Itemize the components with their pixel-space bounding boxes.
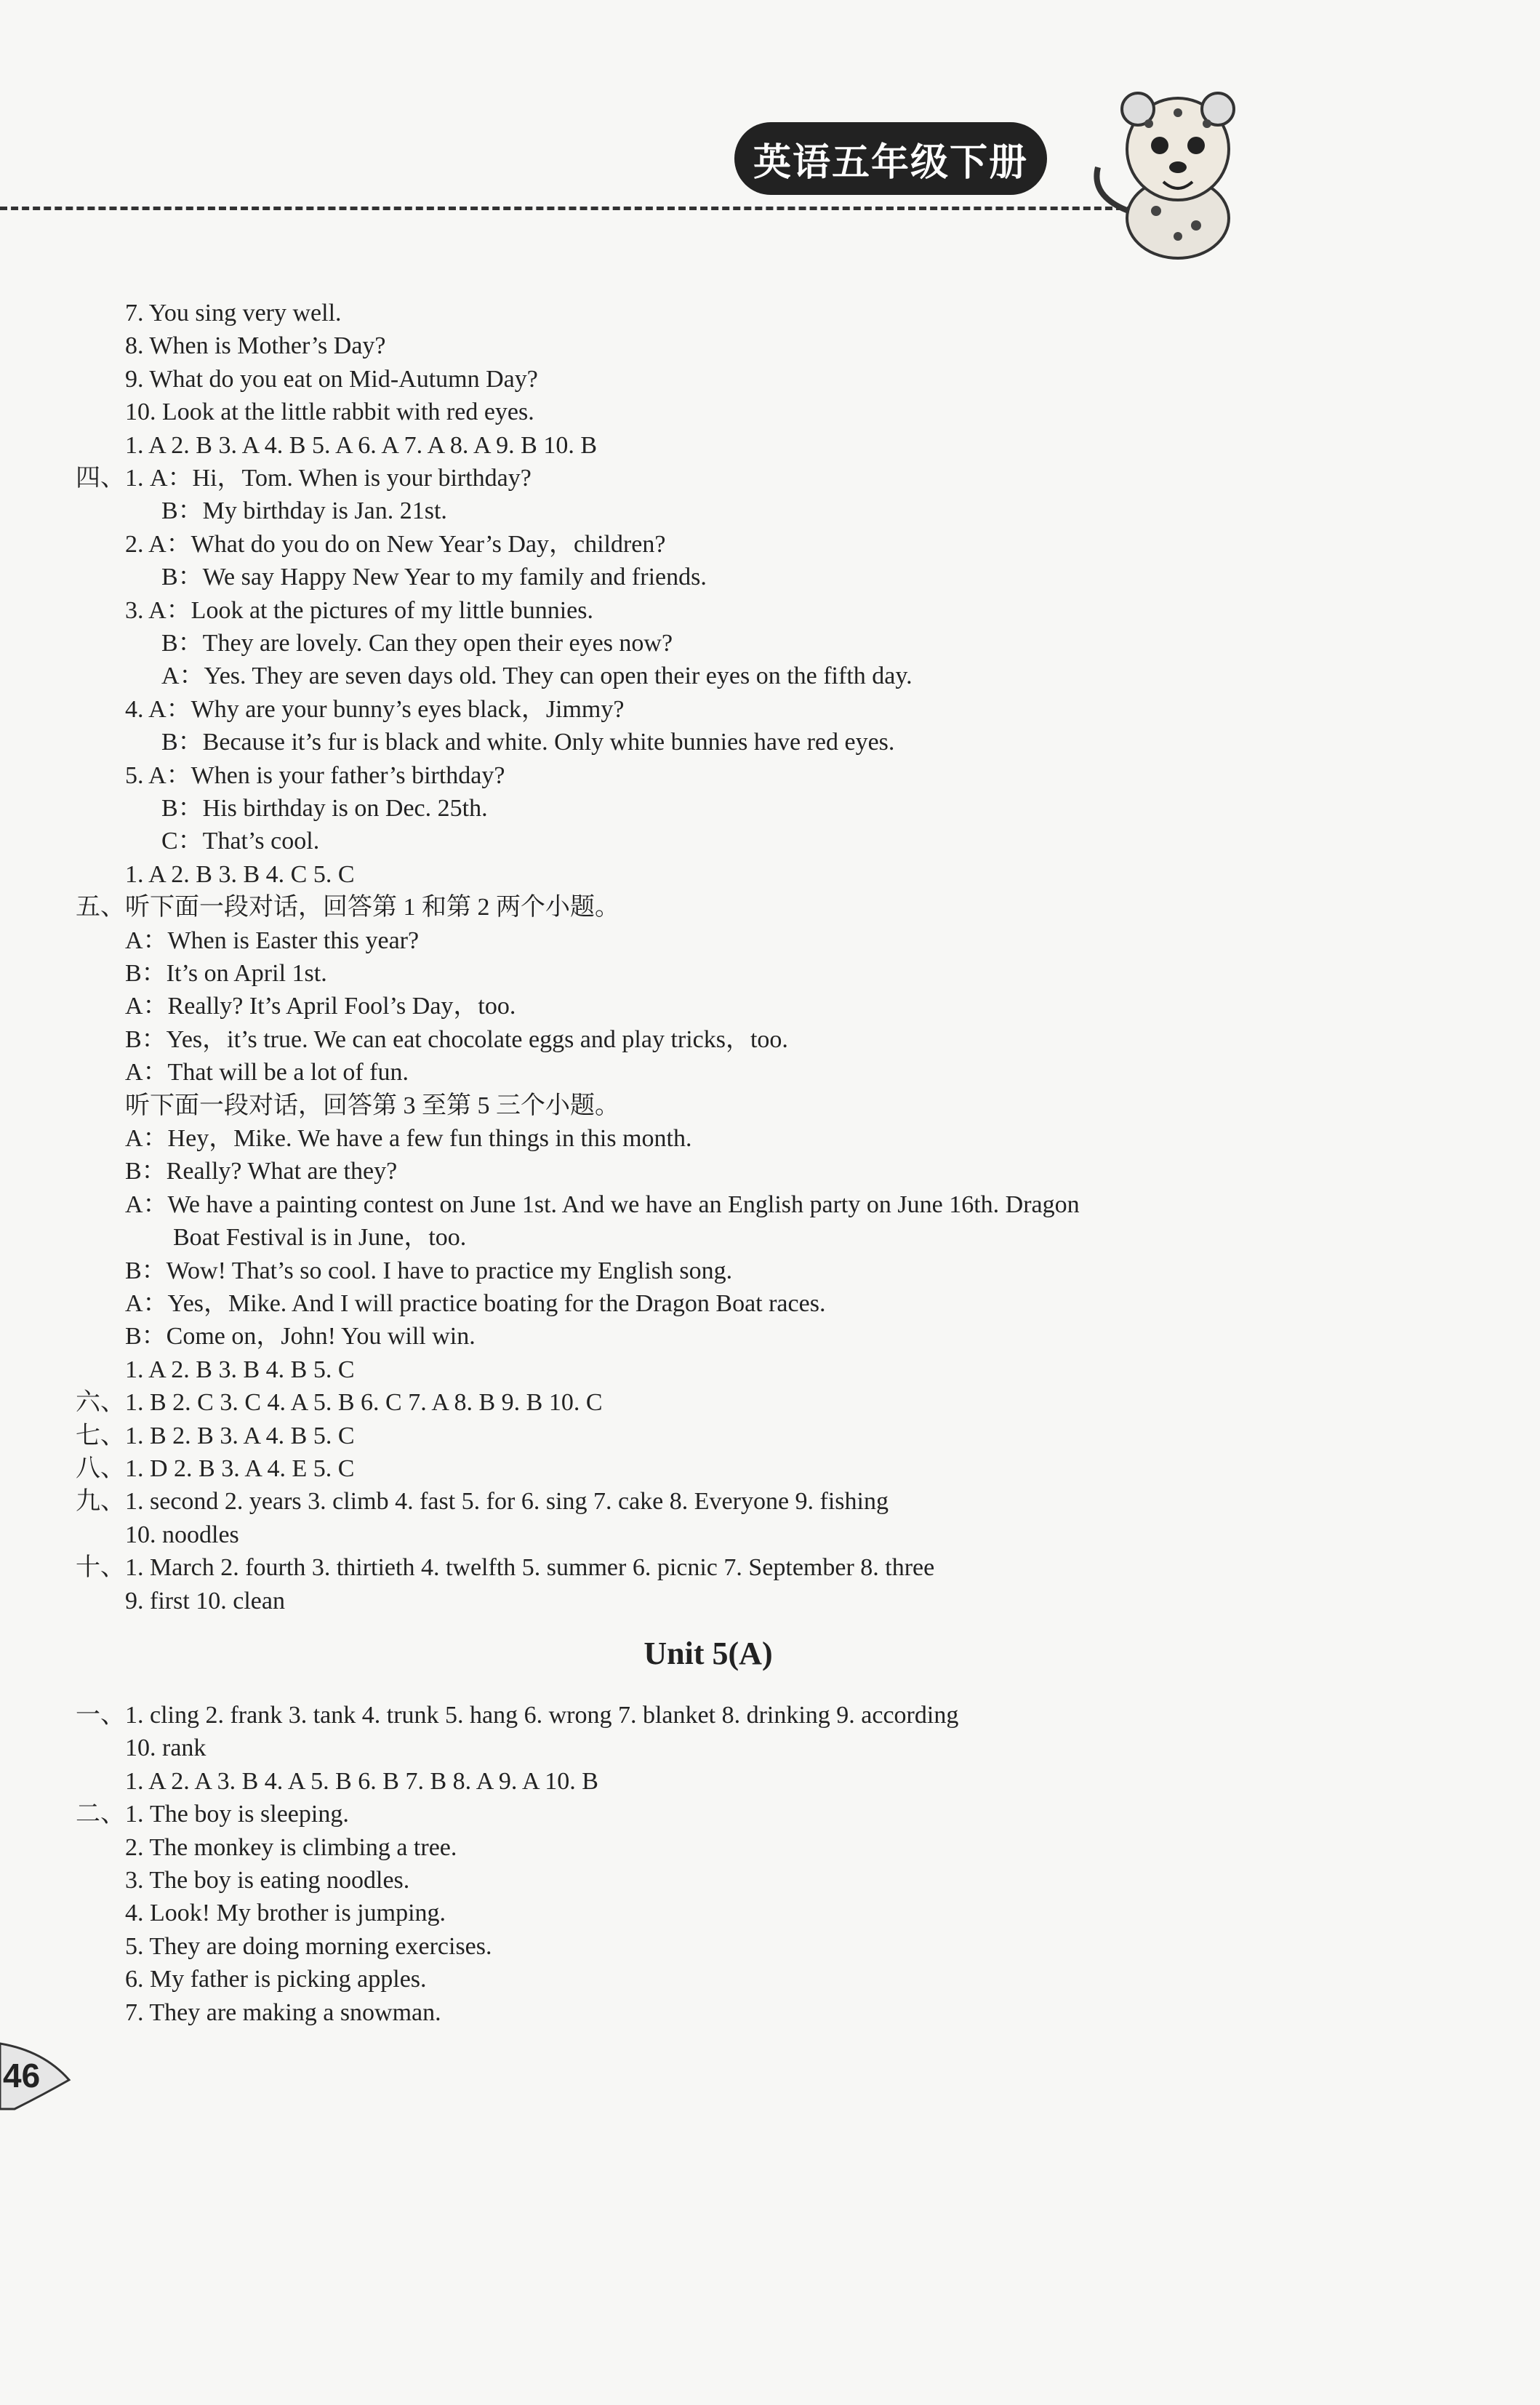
text-line: 5. They are doing morning exercises. xyxy=(125,1932,492,1960)
text-line: A：Yes，Mike. And I will practice boating for the Dragon Boat races. xyxy=(125,1290,826,1317)
text-line: B：Come on，John! You will win. xyxy=(125,1323,476,1350)
text-line: 1. A 2. B 3. A 4. B 5. A 6. A 7. A 8. A 9. B 10. B xyxy=(125,431,598,459)
text-line: 1. A 2. B 3. B 4. B 5. C xyxy=(125,1356,355,1383)
page-number: 46 xyxy=(3,2057,41,2094)
text-line: 1. A 2. B 3. B 4. C 5. C xyxy=(125,860,355,888)
text-line: 7. You sing very well. xyxy=(125,300,342,327)
text-line: 2. The monkey is climbing a tree. xyxy=(125,1833,457,1861)
text-line: A：When is Easter this year? xyxy=(125,927,420,954)
text-line: B：Yes，it’s true. We can eat chocolate eggs and play tricks，too. xyxy=(125,1025,788,1053)
text-line: 一、1. cling 2. frank 3. tank 4. trunk 5. hang 6. wrong 7. blanket 8. drinking 9. according xyxy=(76,1702,959,1729)
text-line: 10. noodles xyxy=(125,1521,239,1548)
header-dashed-line xyxy=(0,207,1134,210)
text-line: 4. A：Why are your bunny’s eyes black，Jimmy? xyxy=(125,695,625,723)
text-line: A：Really? It’s April Fool’s Day，too. xyxy=(125,993,516,1020)
text-line: 6. My father is picking apples. xyxy=(125,1966,427,1993)
text-line: A：Yes. They are seven days old. They can open their eyes on the fifth day. xyxy=(161,663,913,690)
text-line: 七、1. B 2. B 3. A 4. B 5. C xyxy=(76,1422,355,1449)
text-line: 九、1. second 2. years 3. climb 4. fast 5. for 6. sing 7. cake 8. Everyone 9. fishing xyxy=(76,1488,889,1516)
text-line: 4. Look! My brother is jumping. xyxy=(125,1900,446,1927)
text-line: B：Because it’s fur is black and white. Only white bunnies have red eyes. xyxy=(161,729,895,756)
text-line: 9. first 10. clean xyxy=(125,1587,285,1614)
text-line: 5. A：When is your father’s birthday? xyxy=(125,761,505,789)
text-line: B：We say Happy New Year to my family and friends. xyxy=(161,564,707,591)
leopard-mascot-icon xyxy=(1069,80,1287,269)
page-number-badge xyxy=(0,2036,80,2116)
text-line: 十、1. March 2. fourth 3. thirtieth 4. twelfth 5. summer 6. picnic 7. September 8. three xyxy=(76,1554,935,1582)
text-line: 听下面一段对话，回答第 3 至第 5 三个小题。 xyxy=(125,1092,619,1119)
text-line: 五、听下面一段对话，回答第 1 和第 2 两个小题。 xyxy=(76,894,619,921)
book-title-banner xyxy=(734,122,1047,195)
text-line: 9. What do you eat on Mid-Autumn Day? xyxy=(125,365,538,393)
text-line: A：We have a painting contest on June 1st. And we have an English party on June 16th. Dragon xyxy=(125,1191,1080,1218)
text-line: 10. Look at the little rabbit with red eyes. xyxy=(125,399,534,426)
text-line: 3. The boy is eating noodles. xyxy=(125,1867,410,1894)
book-title: 英语五年级下册 xyxy=(753,140,1028,185)
text-line: B：His birthday is on Dec. 25th. xyxy=(161,795,488,822)
text-line: 1. A 2. A 3. B 4. A 5. B 6. B 7. B 8. A 9. A 10. B xyxy=(125,1767,598,1795)
text-line: C：That’s cool. xyxy=(161,828,320,855)
text-line: 二、1. The boy is sleeping. xyxy=(76,1801,349,1828)
text-line: 四、1. A：Hi，Tom. When is your birthday? xyxy=(76,465,532,492)
text-line: B：Really? What are they? xyxy=(125,1158,398,1185)
text-line: 3. A：Look at the pictures of my little bunnies. xyxy=(125,596,594,624)
text-line: B：They are lovely. Can they open their eyes now? xyxy=(161,630,673,657)
text-line: 7. They are making a snowman. xyxy=(125,1998,441,2026)
section-title: Unit 5(A) xyxy=(643,1636,773,1671)
text-line: 10. rank xyxy=(125,1734,206,1762)
text-line: 六、1. B 2. C 3. C 4. A 5. B 6. C 7. A 8. B 9. B 10. C xyxy=(76,1389,603,1417)
text-line: A：Hey，Mike. We have a few fun things in this month. xyxy=(125,1125,692,1152)
text-line: 8. When is Mother’s Day? xyxy=(125,332,386,360)
text-line: A：That will be a lot of fun. xyxy=(125,1059,409,1087)
text-line: Boat Festival is in June，too. xyxy=(173,1224,467,1252)
text-line: B：It’s on April 1st. xyxy=(125,960,327,987)
text-line: B：Wow! That’s so cool. I have to practice my English song. xyxy=(125,1257,733,1284)
text-line: B：My birthday is Jan. 21st. xyxy=(161,497,447,525)
text-line: 八、1. D 2. B 3. A 4. E 5. C xyxy=(76,1455,355,1482)
text-line: 2. A：What do you do on New Year’s Day，children? xyxy=(125,530,666,558)
